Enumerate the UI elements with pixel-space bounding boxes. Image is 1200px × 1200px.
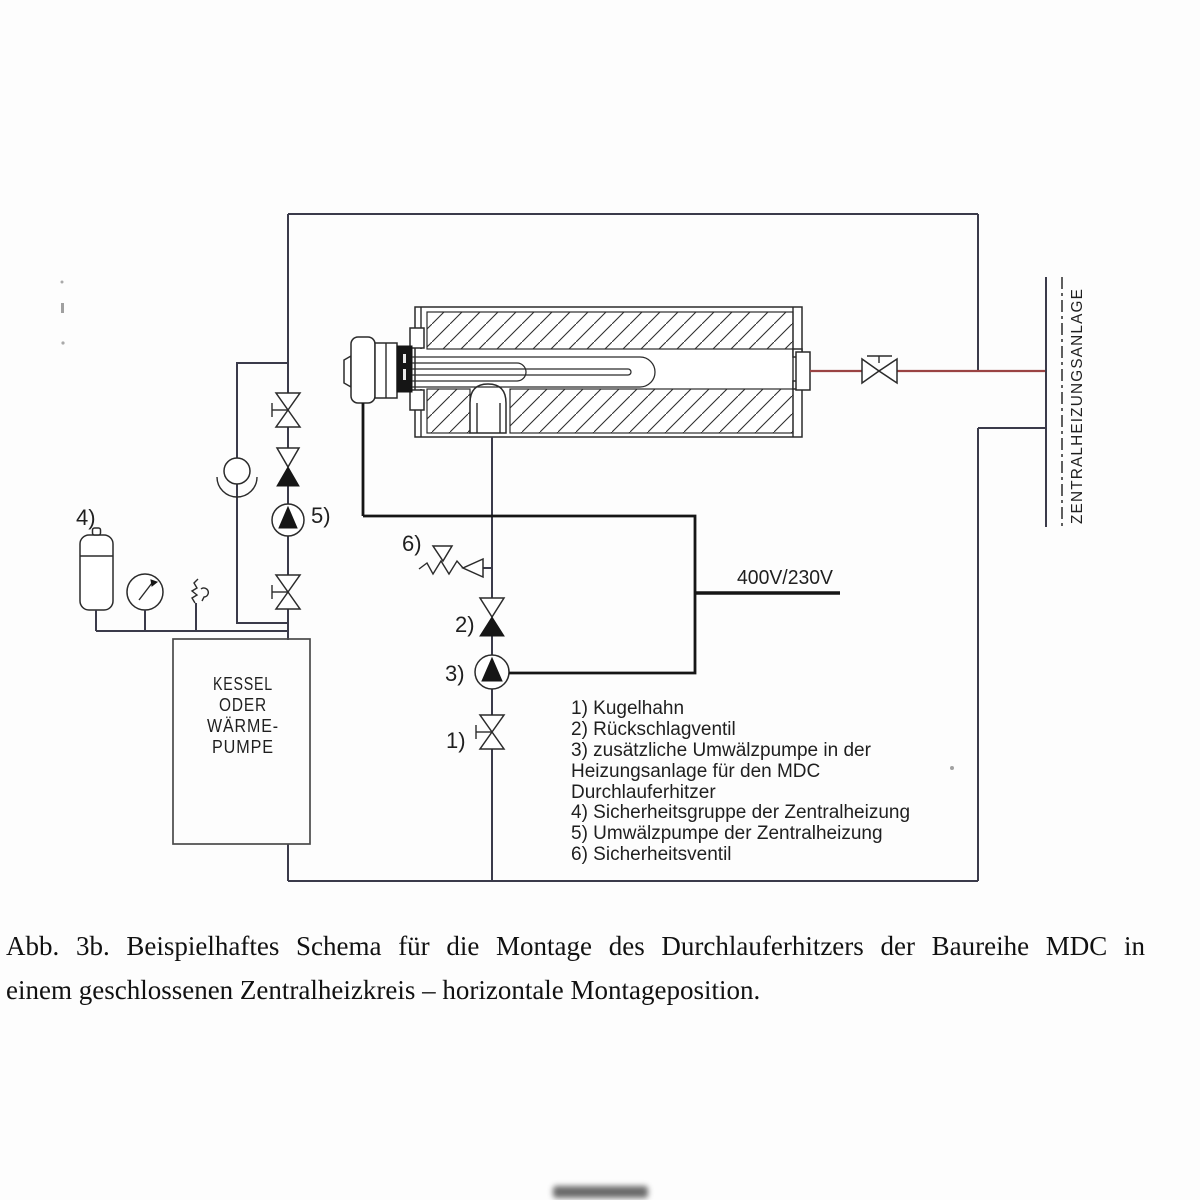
caption-line-2: einem geschlossenen Zentralheizkreis – horizontale Montageposition. <box>6 975 761 1005</box>
pump-3-additional <box>475 655 509 689</box>
callout-2: 2) <box>455 612 475 637</box>
boiler-box <box>173 639 310 844</box>
heater-outlet-boss <box>796 352 810 390</box>
legend-line: 1) Kugelhahn <box>571 698 685 719</box>
shutoff-valve-lower <box>272 575 300 609</box>
legend-line: 2) Rückschlagventil <box>571 719 736 740</box>
expansion-vessel <box>80 528 113 631</box>
safety-valve-small <box>192 579 208 631</box>
shutoff-valve-upper <box>272 393 300 427</box>
boiler-label-line4: PUMPE <box>212 737 274 757</box>
figure-caption <box>6 924 1145 1012</box>
legend <box>571 698 910 865</box>
pump-5-circulation <box>272 504 304 536</box>
air-vent-symbol <box>224 458 250 484</box>
supply-line-group <box>810 356 1046 383</box>
legend-line: 6) Sicherheitsventil <box>571 844 732 865</box>
callout-1: 1) <box>446 728 466 753</box>
legend-line: 4) Sicherheitsgruppe der Zentralheizung <box>571 802 911 823</box>
ball-valve-1 <box>476 715 504 749</box>
check-valve-2 <box>480 598 504 636</box>
legend-line: Heizungsanlage für den MDC <box>571 761 821 782</box>
caption-line-1: Abb. 3b. Beispielhaftes Schema für die Montage des Durchlauferhitzers der Baureihe MDC in <box>6 931 1145 961</box>
central-heating-label: ZENTRALHEIZUNGSANLAGE <box>1069 278 1086 524</box>
flow-heater <box>344 307 810 437</box>
callout-6: 6) <box>402 531 422 556</box>
boiler-label-line3: WÄRME- <box>207 716 279 736</box>
electrical-wiring <box>363 403 840 673</box>
legend-line: Durchlauferhitzer <box>571 782 716 803</box>
safety-group <box>80 528 288 631</box>
safety-valve-6 <box>419 546 483 577</box>
callout-5: 5) <box>311 503 331 528</box>
ball-valve-supply <box>862 356 897 383</box>
legend-line: 5) Umwälzpumpe der Zentralheizung <box>571 823 883 844</box>
power-label: 400V/230V <box>737 567 834 589</box>
central-heating-interface <box>1046 277 1086 530</box>
bypass-line <box>217 363 288 623</box>
boiler-label-line2: ODER <box>219 695 267 715</box>
callout-4: 4) <box>76 505 96 530</box>
pressure-gauge <box>127 574 163 631</box>
legend-line: 3) zusätzliche Umwälzpumpe in der <box>571 740 871 761</box>
callout-3: 3) <box>445 661 465 686</box>
boiler-label-line1: KESSEL <box>213 674 273 694</box>
scan-smudge <box>553 1186 648 1198</box>
check-valve-riser <box>277 448 299 486</box>
